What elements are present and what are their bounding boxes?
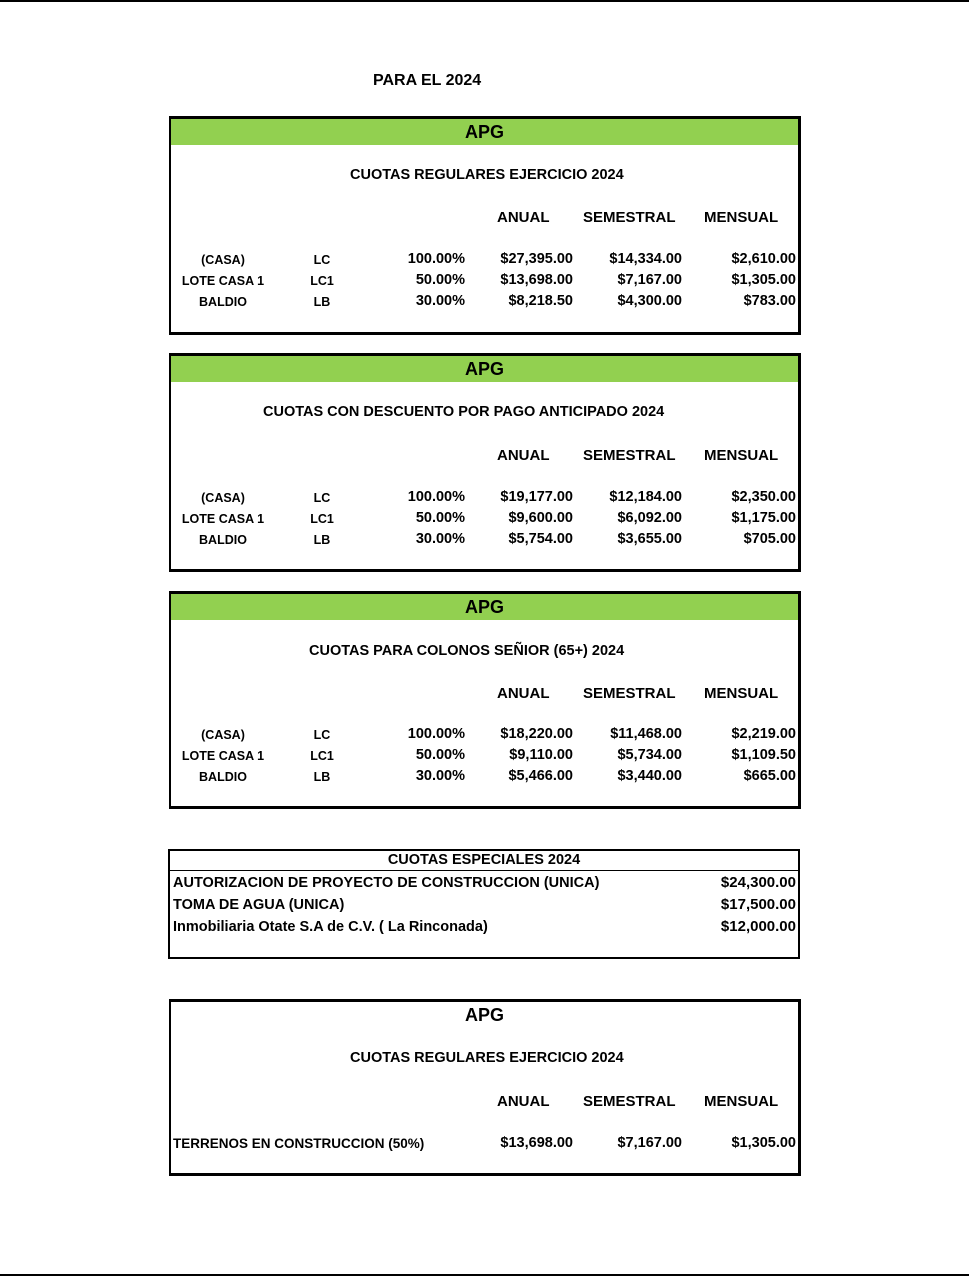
table-header: APG xyxy=(171,594,798,620)
col-anual: ANUAL xyxy=(497,685,550,702)
table-subtitle: CUOTAS REGULARES EJERCICIO 2024 xyxy=(350,1050,624,1066)
col-anual: ANUAL xyxy=(497,447,550,464)
row-pct: 100.00% xyxy=(407,251,465,267)
special-row-value: $12,000.00 xyxy=(720,918,796,935)
row-mensual: $1,305.00 xyxy=(731,272,796,288)
row-anual: $18,220.00 xyxy=(500,726,573,742)
col-anual: ANUAL xyxy=(497,1093,550,1110)
fee-table-regular xyxy=(169,116,801,335)
row-mensual: $783.00 xyxy=(743,293,796,309)
table-subtitle: CUOTAS REGULARES EJERCICIO 2024 xyxy=(350,167,624,183)
row-anual: $9,600.00 xyxy=(508,510,573,526)
col-semestral: SEMESTRAL xyxy=(583,1093,676,1110)
row-label: LOTE CASA 1 xyxy=(181,749,265,763)
row-pct: 50.00% xyxy=(415,272,465,288)
row-semestral: $3,440.00 xyxy=(617,768,682,784)
col-mensual: MENSUAL xyxy=(704,447,779,464)
row-label: LOTE CASA 1 xyxy=(181,274,265,288)
row-label: BALDIO xyxy=(199,533,247,547)
row-anual: $13,698.00 xyxy=(500,272,573,288)
row-anual: $27,395.00 xyxy=(500,251,573,267)
row-semestral: $7,167.00 xyxy=(617,1135,682,1151)
row-code: LB xyxy=(313,533,331,547)
special-row-value: $24,300.00 xyxy=(720,874,796,891)
top-rule xyxy=(0,0,969,2)
row-mensual: $2,350.00 xyxy=(731,489,796,505)
col-semestral: SEMESTRAL xyxy=(583,685,676,702)
table-subtitle: CUOTAS CON DESCUENTO POR PAGO ANTICIPADO 2024 xyxy=(263,404,665,420)
col-mensual: MENSUAL xyxy=(704,685,779,702)
table-header: APG xyxy=(171,119,798,145)
row-pct: 30.00% xyxy=(415,768,465,784)
row-pct: 100.00% xyxy=(407,726,465,742)
row-code: LC1 xyxy=(310,512,334,526)
row-semestral: $12,184.00 xyxy=(609,489,682,505)
row-label: BALDIO xyxy=(199,770,247,784)
fee-table-construction xyxy=(169,999,801,1176)
row-pct: 50.00% xyxy=(415,510,465,526)
row-semestral: $14,334.00 xyxy=(609,251,682,267)
row-anual: $9,110.00 xyxy=(509,747,573,763)
special-row-label: Inmobiliaria Otate S.A de C.V. ( La Rinconada) xyxy=(173,919,488,935)
row-label: LOTE CASA 1 xyxy=(181,512,265,526)
row-code: LC xyxy=(313,728,331,742)
row-mensual: $1,109.50 xyxy=(731,747,796,763)
row-semestral: $5,734.00 xyxy=(617,747,682,763)
table-header: APG xyxy=(171,356,798,382)
row-label: (CASA) xyxy=(201,728,245,742)
row-anual: $5,466.00 xyxy=(508,768,573,784)
row-anual: $19,177.00 xyxy=(500,489,573,505)
col-anual: ANUAL xyxy=(497,209,550,226)
row-code: LC1 xyxy=(310,274,334,288)
row-semestral: $4,300.00 xyxy=(617,293,682,309)
special-row-label: TOMA DE AGUA (UNICA) xyxy=(173,897,345,913)
col-mensual: MENSUAL xyxy=(704,209,779,226)
row-anual: $5,754.00 xyxy=(508,531,573,547)
row-pct: 30.00% xyxy=(415,531,465,547)
row-mensual: $1,305.00 xyxy=(731,1135,796,1151)
special-fees-table xyxy=(168,849,800,959)
row-label: TERRENOS EN CONSTRUCCION (50%) xyxy=(173,1136,425,1151)
special-title: CUOTAS ESPECIALES 2024 xyxy=(170,851,798,871)
page-title: PARA EL 2024 xyxy=(373,72,482,89)
row-semestral: $11,468.00 xyxy=(610,726,682,742)
row-mensual: $1,175.00 xyxy=(731,510,796,526)
row-semestral: $7,167.00 xyxy=(617,272,682,288)
row-anual: $8,218.50 xyxy=(508,293,573,309)
fee-table-discount xyxy=(169,353,801,572)
col-semestral: SEMESTRAL xyxy=(583,209,676,226)
bottom-rule xyxy=(0,1274,969,1276)
row-label: (CASA) xyxy=(201,491,245,505)
row-code: LC xyxy=(313,491,331,505)
row-semestral: $3,655.00 xyxy=(617,531,682,547)
row-mensual: $705.00 xyxy=(743,531,796,547)
table-subtitle: CUOTAS PARA COLONOS SEÑIOR (65+) 2024 xyxy=(309,643,625,659)
fee-table-senior xyxy=(169,591,801,809)
col-semestral: SEMESTRAL xyxy=(583,447,676,464)
row-code: LB xyxy=(313,770,331,784)
row-mensual: $665.00 xyxy=(743,768,796,784)
row-semestral: $6,092.00 xyxy=(617,510,682,526)
special-row-value: $17,500.00 xyxy=(720,896,796,913)
row-label: (CASA) xyxy=(201,253,245,267)
col-mensual: MENSUAL xyxy=(704,1093,779,1110)
row-pct: 100.00% xyxy=(407,489,465,505)
row-code: LB xyxy=(313,295,331,309)
row-mensual: $2,610.00 xyxy=(731,251,796,267)
row-mensual: $2,219.00 xyxy=(731,726,796,742)
row-label: BALDIO xyxy=(199,295,247,309)
row-pct: 30.00% xyxy=(415,293,465,309)
row-pct: 50.00% xyxy=(415,747,465,763)
table-header: APG xyxy=(464,1005,504,1025)
row-code: LC1 xyxy=(310,749,334,763)
special-row-label: AUTORIZACION DE PROYECTO DE CONSTRUCCION (UNICA) xyxy=(173,875,600,891)
row-anual: $13,698.00 xyxy=(500,1135,573,1151)
row-code: LC xyxy=(313,253,331,267)
